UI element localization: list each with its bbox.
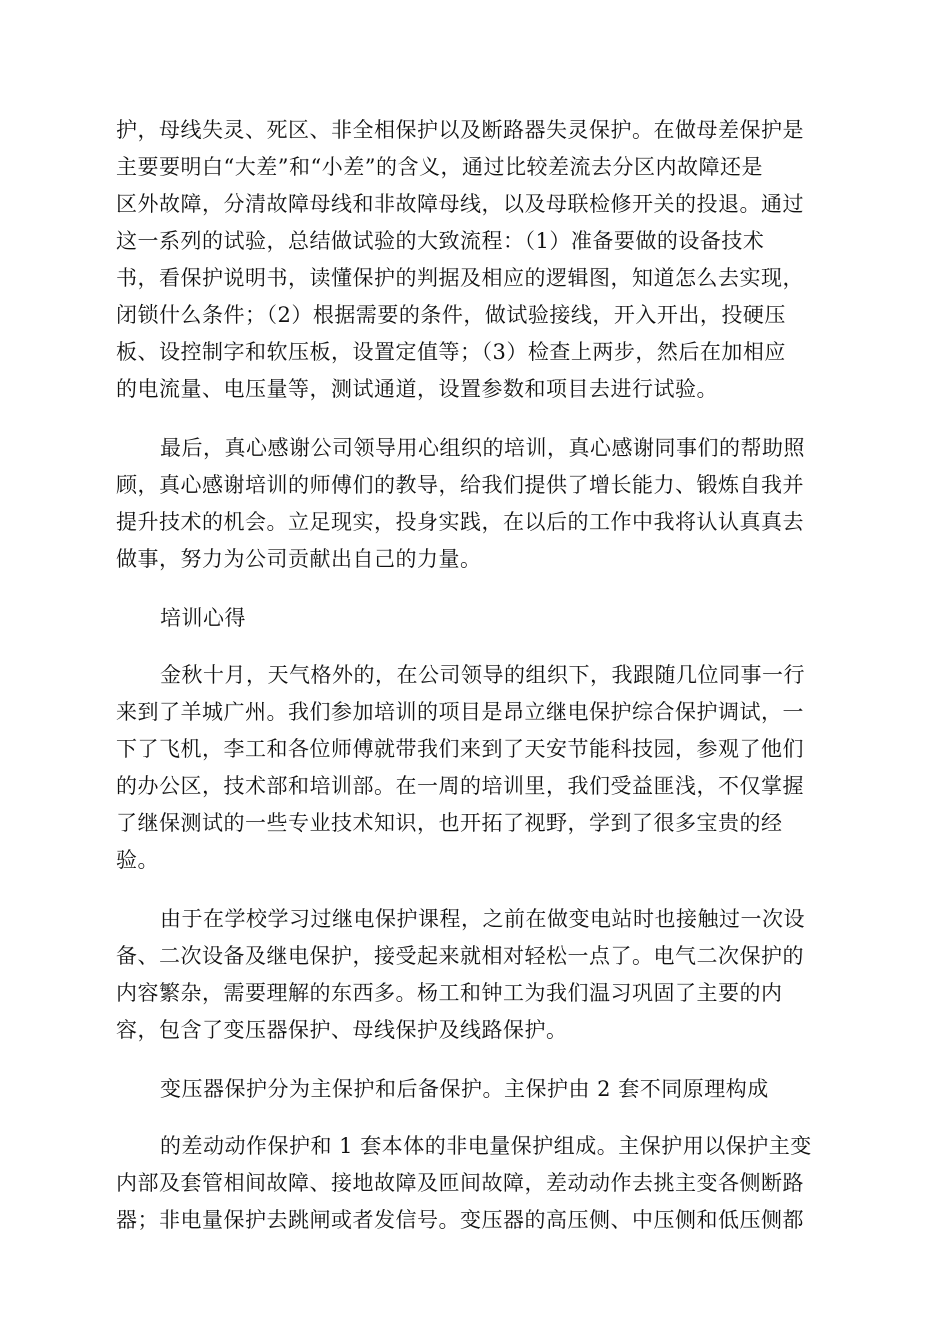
text-line: 内容繁杂，需要理解的东西多。杨工和钟工为我们温习巩固了主要的内 — [116, 981, 783, 1005]
text-line: 器；非电量保护去跳闸或者发信号。变压器的高压侧、中压侧和低压侧都 — [116, 1208, 804, 1232]
text-line: 变压器保护分为主保护和后备保护。主保护由 2 套不同原理构成 — [160, 1077, 769, 1101]
text-line: 内部及套管相间故障、接地故障及匝间故障，差动动作去挑主变各侧断路 — [116, 1171, 804, 1195]
text-line: 由于在学校学习过继电保护课程，之前在做变电站时也接触过一次设 — [160, 907, 805, 931]
text-line: 区外故障，分清故障母线和非故障母线，以及母联检修开关的投退。通过 — [116, 192, 804, 216]
text-line: 提升技术的机会。立足现实，投身实践，在以后的工作中我将认认真真去 — [116, 510, 804, 534]
text-line: 板、设控制字和软压板，设置定值等；（3）检查上两步，然后在加相应 — [116, 340, 786, 364]
text-line: 验。 — [116, 848, 159, 872]
text-line: 容，包含了变压器保护、母线保护及线路保护。 — [116, 1018, 568, 1042]
text-line: 书，看保护说明书，读懂保护的判据及相应的逻辑图，知道怎么去实现， — [116, 266, 804, 290]
text-line: 的电流量、电压量等，测试通道，设置参数和项目去进行试验。 — [116, 377, 718, 401]
text-line: 的办公区，技术部和培训部。在一周的培训里，我们受益匪浅，不仅掌握 — [116, 774, 804, 798]
text-line: 备、二次设备及继电保护，接受起来就相对轻松一点了。电气二次保护的 — [116, 944, 804, 968]
text-line: 了继保测试的一些专业技术知识，也开拓了视野，学到了很多宝贵的经 — [116, 811, 783, 835]
text-line: 主要要明白“大差”和“小差”的含义，通过比较差流去分区内故障还是 — [116, 155, 763, 179]
text-line: 的差动动作保护和 1 套本体的非电量保护组成。主保护用以保护主变 — [160, 1134, 812, 1158]
text-line: 这一系列的试验，总结做试验的大致流程：（1）准备要做的设备技术 — [116, 229, 765, 253]
text-line: 金秋十月，天气格外的，在公司领导的组织下，我跟随几位同事一行 — [160, 663, 805, 687]
text-line: 护，母线失灵、死区、非全相保护以及断路器失灵保护。在做母差保护是 — [116, 118, 804, 142]
text-line: 顾，真心感谢培训的师傅们的教导，给我们提供了增长能力、锻炼自我并 — [116, 473, 804, 497]
text-line: 下了飞机，李工和各位师傅就带我们来到了天安节能科技园，参观了他们 — [116, 737, 804, 761]
section-heading: 培训心得 — [160, 606, 246, 630]
text-line: 最后，真心感谢公司领导用心组织的培训，真心感谢同事们的帮助照 — [160, 436, 805, 460]
text-line: 来到了羊城广州。我们参加培训的项目是昂立继电保护综合保护调试，一 — [116, 700, 804, 724]
text-line: 做事，努力为公司贡献出自己的力量。 — [116, 547, 482, 571]
text-line: 闭锁什么条件；（2）根据需要的条件，做试验接线，开入开出，投硬压 — [116, 303, 786, 327]
